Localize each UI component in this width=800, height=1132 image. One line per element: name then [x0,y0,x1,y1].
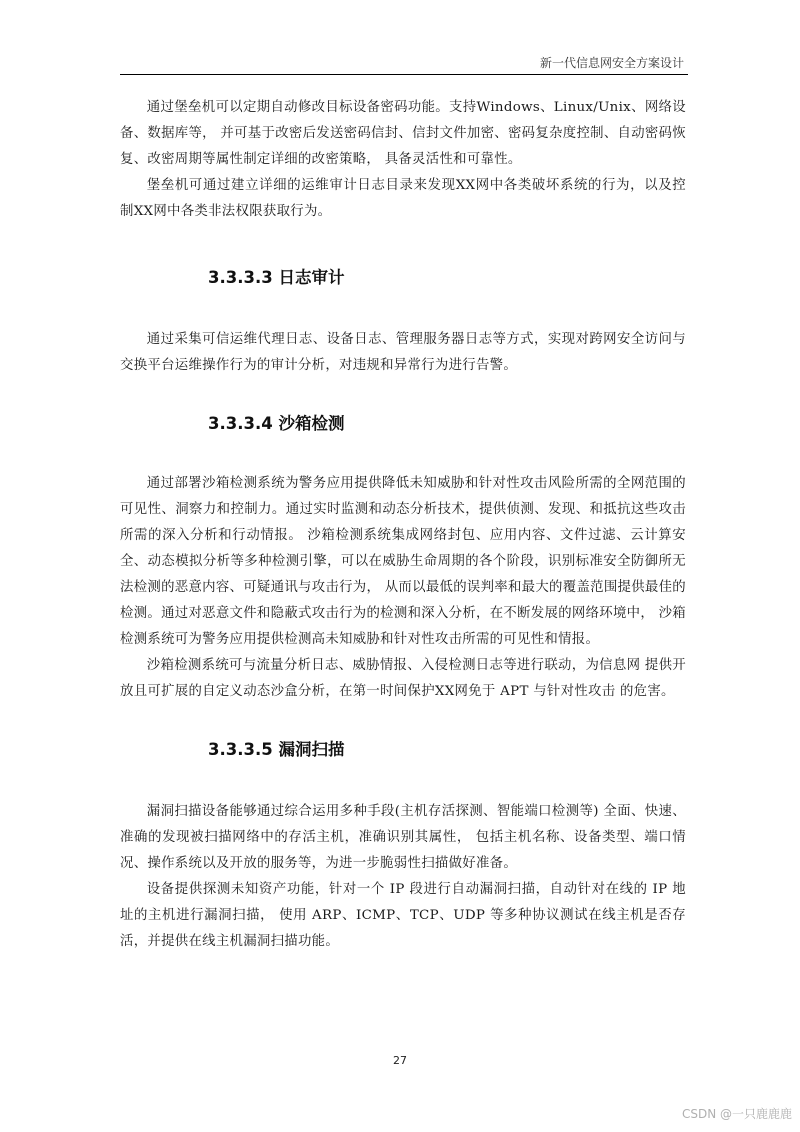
paragraph-vuln-scan-assets: 设备提供探测未知资产功能，针对一个 IP 段进行自动漏洞扫描，自动针对在线的 IP 地址的主机进行漏洞扫描， 使用 ARP、ICMP、TCP、UDP 等多种协议测试在线主机是否存活，并提供在线主机漏洞扫描功能。 [120,882,686,949]
paragraph-sandbox-linkage: 沙箱检测系统可与流量分析日志、威胁情报、入侵检测日志等进行联动，为信息网 提供开放且可扩展的自定义动态沙盒分析，在第一时间保护XX网免于 APT 与针对性攻击 的危害。 [120,658,686,699]
header-title: 新一代信息网安全方案设计 [539,56,684,70]
paragraph-bastion-password: 通过堡垒机可以定期自动修改目标设备密码功能。支持Windows、Linux/Unix、网络设备、数据库等， 并可基于改密后发送密码信封、信封文件加密、密码复杂度控制、自动密码恢复、改密周期等属性制定详细的改密策略， 具备灵活性和可靠性。 [120,100,686,167]
page-header [120,56,688,75]
paragraph-log-audit: 通过采集可信运维代理日志、设备日志、管理服务器日志等方式，实现对跨网安全访问与交换平台运维操作行为的审计分析，对违规和异常行为进行告警。 [120,332,686,373]
paragraph-bastion-audit: 堡垒机可通过建立详细的运维审计日志目录来发现XX网中各类破坏系统的行为，以及控制XX网中各类非法权限获取行为。 [120,178,686,219]
section-heading-sandbox: 3.3.3.4 沙箱检测 [208,414,345,433]
paragraph-sandbox-overview: 通过部署沙箱检测系统为警务应用提供降低未知威胁和针对性攻击风险所需的全网范围的可见性、洞察力和控制力。通过实时监测和动态分析技术，提供侦测、发现、和抵抗这些攻击所需的深入分析和行动情报。 沙箱检测系统集成网络封包、应用内容、文件过滤、云计算安全、动态模拟分析等多种检测引擎，可以在威胁生命周期的各个阶段，识别标准安全防御所无法检测的恶意内容、可疑通讯与攻击行为， 从而以最低的误判率和最大的覆盖范围提供最佳的检测。通过对恶意文件和隐蔽式攻击行为的检测和深入分析，在不断发展的网络环境中， 沙箱检测系统可为警务应用提供检测高未知威胁和针对性攻击所需的可见性和情报。 [120,476,686,647]
document-body [120,95,686,955]
section-heading-log-audit: 3.3.3.3 日志审计 [208,268,345,287]
watermark-text: CSDN @一只鹿鹿鹿 [681,1107,792,1121]
page-number: 27 [393,1054,407,1067]
paragraph-vuln-scan-discovery: 漏洞扫描设备能够通过综合运用多种手段(主机存活探测、智能端口检测等) 全面、快速、准确的发现被扫描网络中的存活主机，准确识别其属性， 包括主机名称、设备类型、端口情况、操作系统以及开放的服务等，为进一步脆弱性扫描做好准备。 [120,804,686,871]
section-heading-vuln-scan: 3.3.3.5 漏洞扫描 [208,740,345,759]
